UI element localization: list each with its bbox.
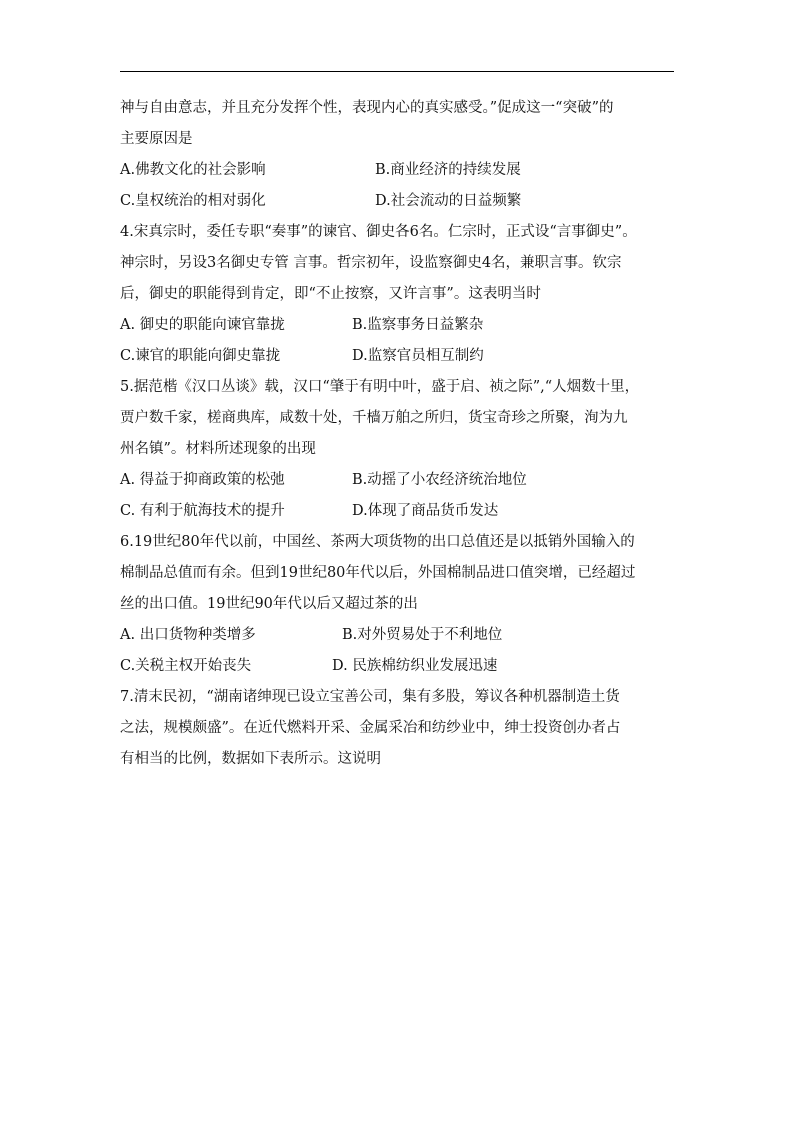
question-7-line-2: 之法，规模颇盛”。在近代燃料开采、金属采冶和纺纱业中，绅士投资创办者占: [120, 720, 621, 736]
question-6-option-c: C.关税主权开始丧失: [120, 658, 252, 674]
question-7: [120, 682, 680, 775]
question-3-options-row-2: [120, 186, 680, 217]
question-4-option-b: B.监察事务日益繁杂: [352, 317, 484, 333]
question-3-option-a: A.佛教文化的社会影响: [120, 162, 266, 178]
question-6-options-row-2: [120, 651, 680, 682]
question-5-options-row-1: [120, 465, 680, 496]
question-4-options-row-1: [120, 310, 680, 341]
question-5-option-c: C. 有利于航海技术的提升: [120, 503, 285, 519]
question-4-line-1: 4.宋真宗时，委任专职“奏事”的谏官、御史各6名。仁宗时，正式设“言事御史”。: [120, 224, 637, 240]
question-3-line-1: 神与自由意志，并且充分发挥个性，表现内心的真实感受。”促成这一“突破”的: [120, 100, 614, 116]
question-5-line-1: 5.据范楷《汉口丛谈》载，汉口“肇于有明中叶，盛于启、祯之际”,“人烟数十里，: [120, 379, 640, 395]
question-5-option-b: B.动摇了小农经济统治地位: [352, 472, 527, 488]
question-6-line-2: 棉制品总值而有余。但到19世纪80年代以后，外国棉制品进口值突增，已经超过: [120, 565, 636, 581]
question-7-line-1: 7.清末民初，“湖南诸绅现已设立宝善公司，集有多股，筹议各种机器制造土货: [120, 689, 620, 705]
question-3-options-row-1: [120, 155, 680, 186]
question-4-line-2: 神宗时，另设3名御史专管 言事。哲宗初年，设监察御史4名，兼职言事。钦宗: [120, 255, 622, 271]
question-7-line-3: 有相当的比例，数据如下表所示。这说明: [120, 751, 381, 767]
question-5-line-2: 贾户数千家，槎商典库，咸数十处，千樯万舶之所归，货宝奇珍之所聚，洵为九: [120, 410, 628, 426]
question-6-option-a: A. 出口货物种类增多: [120, 627, 256, 643]
question-5-line-3: 州名镇”。材料所述现象的出现: [120, 441, 316, 457]
question-6-line-3: 丝的出口值。19世纪90年代以后又超过茶的出: [120, 596, 418, 612]
question-4-option-d: D.监察官员相互制约: [352, 348, 484, 364]
question-6-options-row-1: [120, 620, 680, 651]
header-rule: [120, 71, 674, 72]
question-4-options-row-2: [120, 341, 680, 372]
question-3: [120, 93, 680, 217]
question-3-option-d: D.社会流动的日益频繁: [375, 193, 522, 209]
question-6-option-d: D. 民族棉纺织业发展迅速: [332, 658, 498, 674]
question-5-options-row-2: [120, 496, 680, 527]
question-4-option-c: C.谏官的职能向御史靠拢: [120, 348, 281, 364]
question-4-option-a: A. 御史的职能向谏官靠拢: [120, 317, 285, 333]
question-4-line-3: 后，御史的职能得到肯定，即“不止按察，又许言事”。这表明当时: [120, 286, 541, 302]
question-5-option-a: A. 得益于抑商政策的松弛: [120, 472, 285, 488]
question-4: [120, 217, 680, 372]
question-3-option-b: B.商业经济的持续发展: [375, 162, 521, 178]
question-5-option-d: D.体现了商品货币发达: [352, 503, 499, 519]
document-body: [120, 93, 680, 775]
question-6-option-b: B.对外贸易处于不利地位: [342, 627, 503, 643]
question-5: [120, 372, 680, 527]
question-3-line-2: 主要原因是: [120, 131, 193, 147]
question-3-option-c: C.皇权统治的相对弱化: [120, 193, 266, 209]
question-6: [120, 527, 680, 682]
question-6-line-1: 6.19世纪80年代以前，中国丝、茶两大项货物的出口总值还是以抵销外国输入的: [120, 534, 635, 550]
